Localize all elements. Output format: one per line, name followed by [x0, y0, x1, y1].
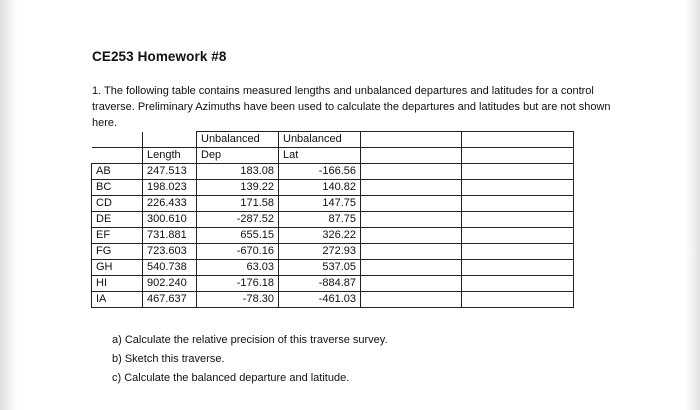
line-label-cell: CD: [92, 196, 143, 212]
question-a: a) Calculate the relative precision of this traverse survey.: [112, 334, 388, 346]
header-cell: [361, 132, 462, 148]
empty-cell: [361, 164, 462, 180]
empty-cell: [361, 180, 462, 196]
header-cell-dep: Dep: [197, 148, 279, 164]
empty-cell: [462, 212, 574, 228]
header-cell: [462, 132, 574, 148]
dep-cell: -670.16: [197, 244, 279, 260]
length-cell: 731.881: [143, 228, 197, 244]
length-cell: 467.637: [143, 292, 197, 308]
length-cell: 723.603: [143, 244, 197, 260]
header-cell: [92, 148, 143, 164]
table-row: [92, 180, 574, 196]
dep-cell: -176.18: [197, 276, 279, 292]
line-label-cell: GH: [92, 260, 143, 276]
empty-cell: [361, 292, 462, 308]
table-row: [92, 228, 574, 244]
length-cell: 198.023: [143, 180, 197, 196]
dep-cell: 171.58: [197, 196, 279, 212]
empty-cell: [462, 276, 574, 292]
length-cell: 902.240: [143, 276, 197, 292]
header-cell-length: Length: [143, 148, 197, 164]
lat-cell: -461.03: [279, 292, 361, 308]
line-label-cell: IA: [92, 292, 143, 308]
question-b: b) Sketch this traverse.: [112, 353, 225, 365]
empty-cell: [361, 196, 462, 212]
page-title: CE253 Homework #8: [92, 49, 227, 64]
lat-cell: 140.82: [279, 180, 361, 196]
length-cell: 540.738: [143, 260, 197, 276]
table-row: [92, 244, 574, 260]
table-row: [92, 276, 574, 292]
length-cell: 247.513: [143, 164, 197, 180]
dep-cell: 63.03: [197, 260, 279, 276]
empty-cell: [361, 244, 462, 260]
table-row: [92, 260, 574, 276]
lat-cell: 537.05: [279, 260, 361, 276]
table-row: [92, 292, 574, 308]
question-c: c) Calculate the balanced departure and latitude.: [112, 372, 350, 384]
dep-cell: 139.22: [197, 180, 279, 196]
line-label-cell: FG: [92, 244, 143, 260]
header-cell-unbalanced-lat: Unbalanced: [279, 132, 361, 148]
lat-cell: -884.87: [279, 276, 361, 292]
question-list: [112, 331, 388, 388]
table-row: [92, 212, 574, 228]
lat-cell: 272.93: [279, 244, 361, 260]
lat-cell: 147.75: [279, 196, 361, 212]
table-row: [92, 164, 574, 180]
problem-statement: 1. The following table contains measured lengths and unbalanced departures and latitudes for a control traverse. Preliminary Azimuths have been used to calculate the departures and latitudes but are not shown here.: [92, 85, 611, 129]
table-header-row: [92, 148, 574, 164]
empty-cell: [462, 260, 574, 276]
empty-cell: [361, 228, 462, 244]
empty-cell: [361, 260, 462, 276]
line-label-cell: HI: [92, 276, 143, 292]
empty-cell: [361, 212, 462, 228]
length-cell: 226.433: [143, 196, 197, 212]
table-row: [92, 196, 574, 212]
empty-cell: [462, 244, 574, 260]
lat-cell: -166.56: [279, 164, 361, 180]
traverse-table: [91, 131, 574, 308]
header-cell-lat: Lat: [279, 148, 361, 164]
table-header-row: [92, 132, 574, 148]
dep-cell: -78.30: [197, 292, 279, 308]
dep-cell: 183.08: [197, 164, 279, 180]
dep-cell: -287.52: [197, 212, 279, 228]
header-cell-unbalanced-dep: Unbalanced: [197, 132, 279, 148]
line-label-cell: BC: [92, 180, 143, 196]
header-cell: [92, 132, 143, 148]
header-cell: [462, 148, 574, 164]
lat-cell: 326.22: [279, 228, 361, 244]
length-cell: 300.610: [143, 212, 197, 228]
header-cell: [361, 148, 462, 164]
empty-cell: [361, 276, 462, 292]
line-label-cell: DE: [92, 212, 143, 228]
dep-cell: 655.15: [197, 228, 279, 244]
header-cell: [143, 132, 197, 148]
line-label-cell: EF: [92, 228, 143, 244]
empty-cell: [462, 292, 574, 308]
empty-cell: [462, 228, 574, 244]
line-label-cell: AB: [92, 164, 143, 180]
empty-cell: [462, 196, 574, 212]
empty-cell: [462, 164, 574, 180]
empty-cell: [462, 180, 574, 196]
lat-cell: 87.75: [279, 212, 361, 228]
